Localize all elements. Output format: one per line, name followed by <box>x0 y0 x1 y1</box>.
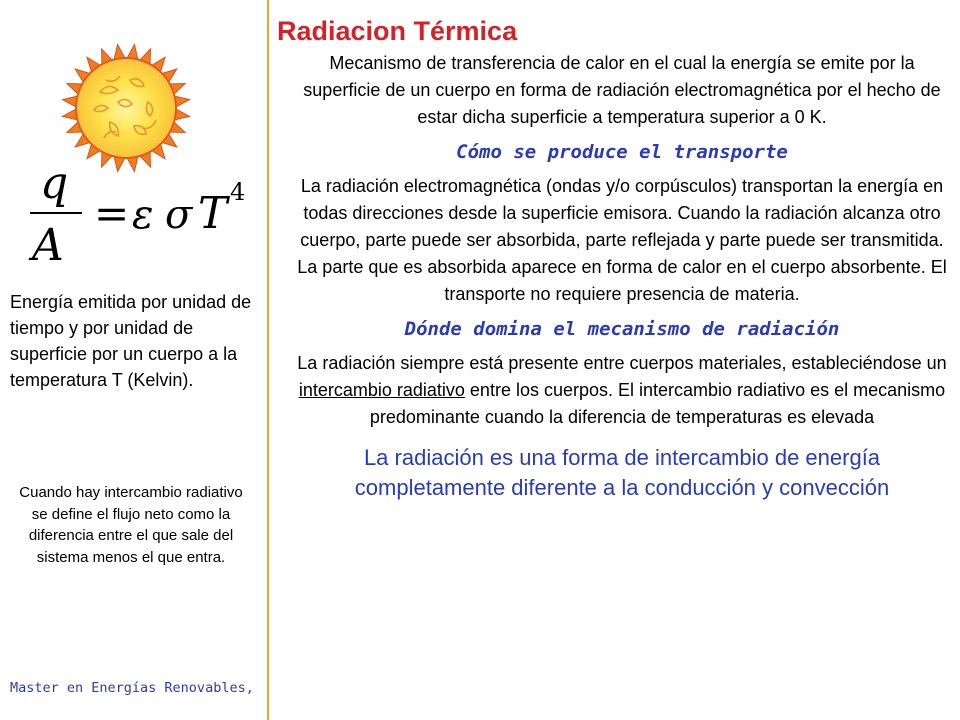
intro-paragraph: Mecanismo de transferencia de calor en el cual la energía se emite por la superficie de un cuerpo en forma de radiación electromagnética por el hecho de estar dicha superficie a temperatura superior a 0 K. <box>303 53 941 127</box>
formula-temperature: T <box>198 188 228 239</box>
section2-text-after: entre los cuerpos. El intercambio radiativo es el mecanismo predominante cuando la diferencia de temperaturas es elevada <box>369 380 946 427</box>
formula-description: Energía emitida por unidad de tiempo y por unidad de superficie por un cuerpo a la temperatura T (Kelvin). <box>10 292 252 390</box>
formula-sigma: σ <box>165 192 193 238</box>
sun-icon <box>60 42 192 174</box>
page-title: Radiacion Térmica <box>277 16 518 46</box>
formula-numerator: q <box>40 158 69 209</box>
section2-heading: Dónde domina el mecanismo de radiación <box>404 318 840 340</box>
stefan-boltzmann-formula <box>20 158 270 278</box>
section2-underlined-term: intercambio radiativo <box>298 380 465 400</box>
formula-equals: = <box>94 189 130 238</box>
formula-denominator: A <box>32 220 64 271</box>
formula-exponent: 4 <box>230 178 246 206</box>
conclusion-paragraph: La radiación es una forma de intercambio de energía completamente diferente a la conducción y convección <box>354 445 890 500</box>
footer-course-name: Master en Energías Renovables, <box>10 680 254 696</box>
net-flux-note: Cuando hay intercambio radiativo se define el flujo neto como la diferencia entre el que sale del sistema menos el que entra. <box>19 484 243 566</box>
section1-heading: Cómo se produce el transporte <box>456 141 788 163</box>
section2-text-before: La radiación siempre está presente entre cuerpos materiales, estableciéndose un <box>297 353 947 373</box>
section1-paragraph: La radiación electromagnética (ondas y/o corpúsculos) transportan la energía en todas direcciones desde la superficie emisora. Cuando la radiación alcanza otro cuerpo, parte puede ser absorbida, parte reflejada y parte puede ser transmitida. La parte que es absorbida aparece en forma de calor en el cuerpo absorbente. El transporte no requiere presencia de materia. <box>297 176 947 304</box>
main-content <box>288 50 956 503</box>
formula-epsilon: ε <box>132 192 154 238</box>
section2-paragraph <box>288 350 956 431</box>
